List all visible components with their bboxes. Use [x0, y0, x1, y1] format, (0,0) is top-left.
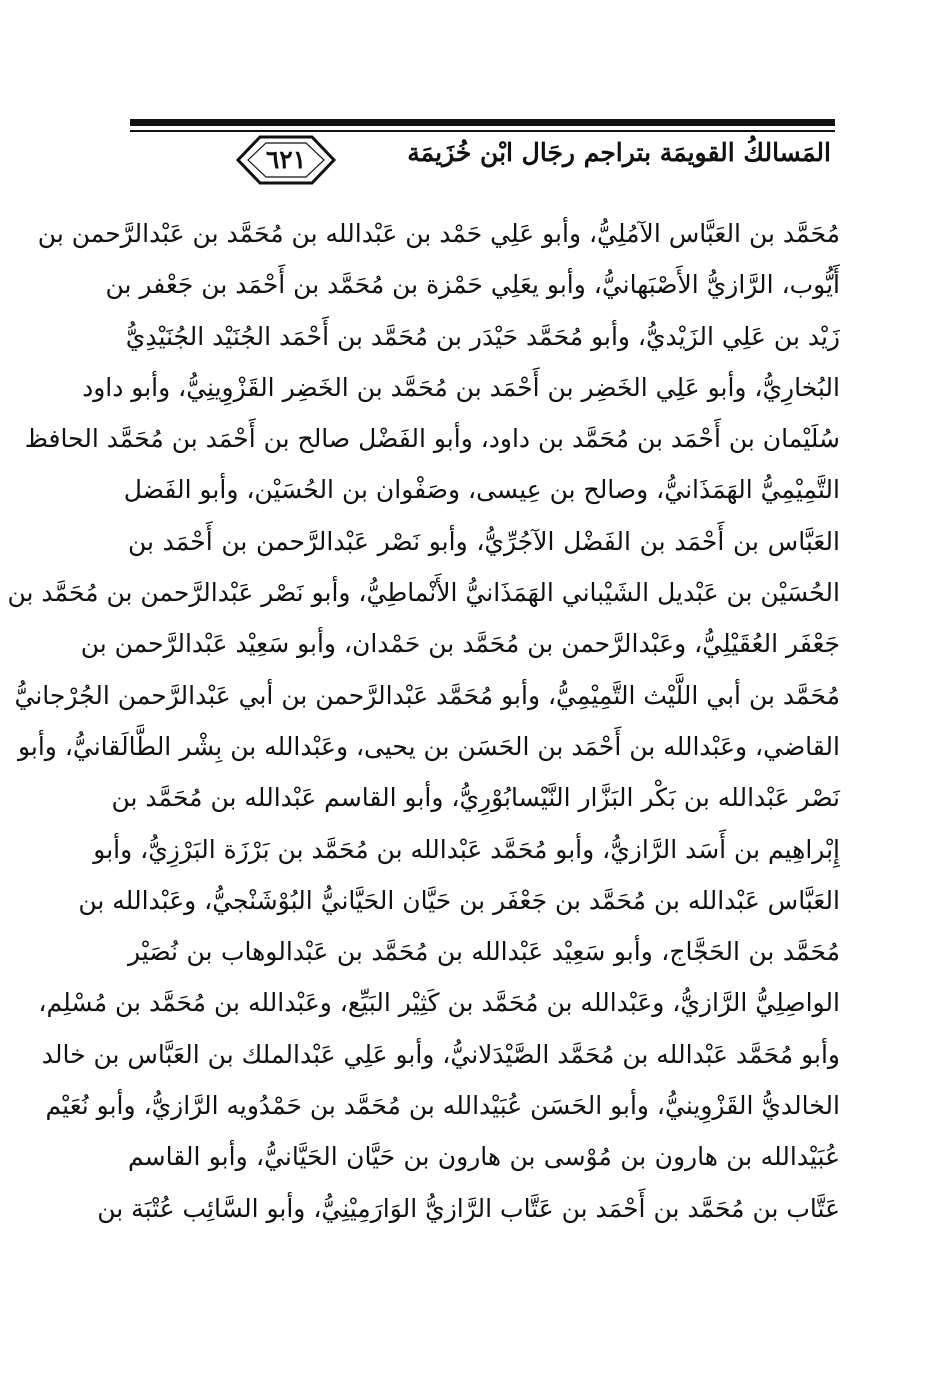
text-line: التَّمِيْمِيُّ الهَمَذَانيُّ، وصالح بن عِيسى، وصَفْوان بن الحُسَيْن، وأبو الفَضل — [123, 475, 840, 505]
text-line: مُحَمَّد بن العَبَّاس الآمُلِيُّ، وأبو عَلِي حَمْد بن عَبْدالله بن مُحَمَّد بن عَبْدالرَّحمن بن — [37, 219, 840, 248]
page-number-badge — [236, 133, 336, 187]
running-title: المَسالكُ القويمَة بتراجم رجَال ابْن خُزَيمَة — [407, 138, 831, 167]
text-line: سُلَيْمان بن أَحْمَد بن مُحَمَّد بن داود، وأبو الفَضْل صالح بن أَحْمَد بن مُحَمَّد الحافظ — [24, 424, 840, 454]
text-line: جَعْفَر العُقَيْلِيُّ، وعَبْدالرَّحمن بن مُحَمَّد بن حَمْدان، وأبو سَعِيْد عَبْدالرَّحمن بن — [80, 629, 840, 659]
text-line: إِبْراهِيم بن أَسَد الرَّازيُّ، وأبو مُحَمَّد عَبْدالله بن مُحَمَّد بن بَرْزَة البَرْزِيُّ، وأبو — [93, 834, 840, 864]
page-number: ٦٢١ — [265, 145, 307, 174]
text-line: البُخارِيُّ، وأبو عَلِي الخَضِر بن أَحْمَد بن مُحَمَّد بن الخَضِر القَزْوِينِيُّ، وأبو داود — [82, 372, 840, 402]
text-line: عَتَّاب بن مُحَمَّد بن أَحْمَد بن عَتَّاب الرَّازيُّ الوَارَمِيْنِيُّ، وأبو السَّائِب عُتْبَة بن — [97, 1193, 840, 1223]
text-line: الخالديُّ القَزْوِينيُّ، وأبو الحَسَن عُبَيْدالله بن مُحَمَّد بن حَمْدُويه الرَّازيُّ، وأبو نُعَيْم — [45, 1091, 840, 1121]
text-line: مُحَمَّد بن أبي اللَّيْث التَّمِيْمِيُّ، وأبو مُحَمَّد عَبْدالرَّحمن بن أبي عَبْدالرَّحمن الجُرْجانيُّ — [14, 680, 840, 710]
text-line: العَبَّاس عَبْدالله بن مُحَمَّد بن جَعْفَر بن حَيَّان الحَيَّانيُّ البُوْشَنْجيُّ، وعَبْدالله بن — [78, 885, 840, 915]
header-rule-thin — [130, 130, 835, 132]
body-text — [7, 208, 840, 1234]
text-line: زَيْد بن عَلِي الزَيْديُّ، وأبو مُحَمَّد حَيْدَر بن مُحَمَّد بن أَحْمَد الجُنَيْد الجُنَيْدِيُّ — [125, 321, 840, 351]
text-line: عُبَيْدالله بن هارون بن مُوْسى بن هارون بن حَيَّان الحَيَّانيُّ، وأبو القاسم — [128, 1142, 840, 1172]
text-line: وأبو مُحَمَّد عَبْدالله بن مُحَمَّد الصَّيْدَلانيُّ، وأبو عَلِي عَبْدالملك بن العَبَّاس بن خالد — [41, 1039, 840, 1069]
text-line: الواصِلِيُّ الرَّازيُّ، وعَبْدالله بن مُحَمَّد بن كَثِيْر البَيِّع، وعَبْدالله بن مُحَمَّد بن مُسْلِم، — [38, 988, 840, 1018]
text-line: العَبَّاس بن أَحْمَد بن الفَضْل الآجُرِّيُّ، وأبو نَصْر عَبْدالرَّحمن بن أَحْمَد بن — [128, 526, 840, 556]
text-line: أَيُّوب، الرَّازيُّ الأَصْبَهانيُّ، وأبو يعَلِي حَمْزة بن مُحَمَّد بن أَحْمَد بن جَعْفر بن — [105, 270, 840, 300]
text-line: الحُسَيْن بن عَبْديل الشَيْباني الهَمَذَانيُّ الأَنْماطِيُّ، وأبو نَصْر عَبْدالرَّحمن بن مُحَمَّد بن — [7, 578, 840, 608]
header-rule-thick — [130, 119, 835, 126]
text-line: مُحَمَّد بن الحَجَّاج، وأبو سَعِيْد عَبْدالله بن مُحَمَّد بن عَبْدالوهاب بن نُصَيْر — [128, 937, 840, 967]
text-line: القاضي، وعَبْدالله بن أَحْمَد بن الحَسَن بن يحيى، وعَبْدالله بن بِشْر الطَّالَقانيُّ، وأبو — [17, 731, 840, 761]
text-line: نَصْر عَبْدالله بن بَكْر البَزَّار النَّيْسابُوْرِيُّ، وأبو القاسم عَبْدالله بن مُحَمَّد بن — [111, 783, 840, 813]
